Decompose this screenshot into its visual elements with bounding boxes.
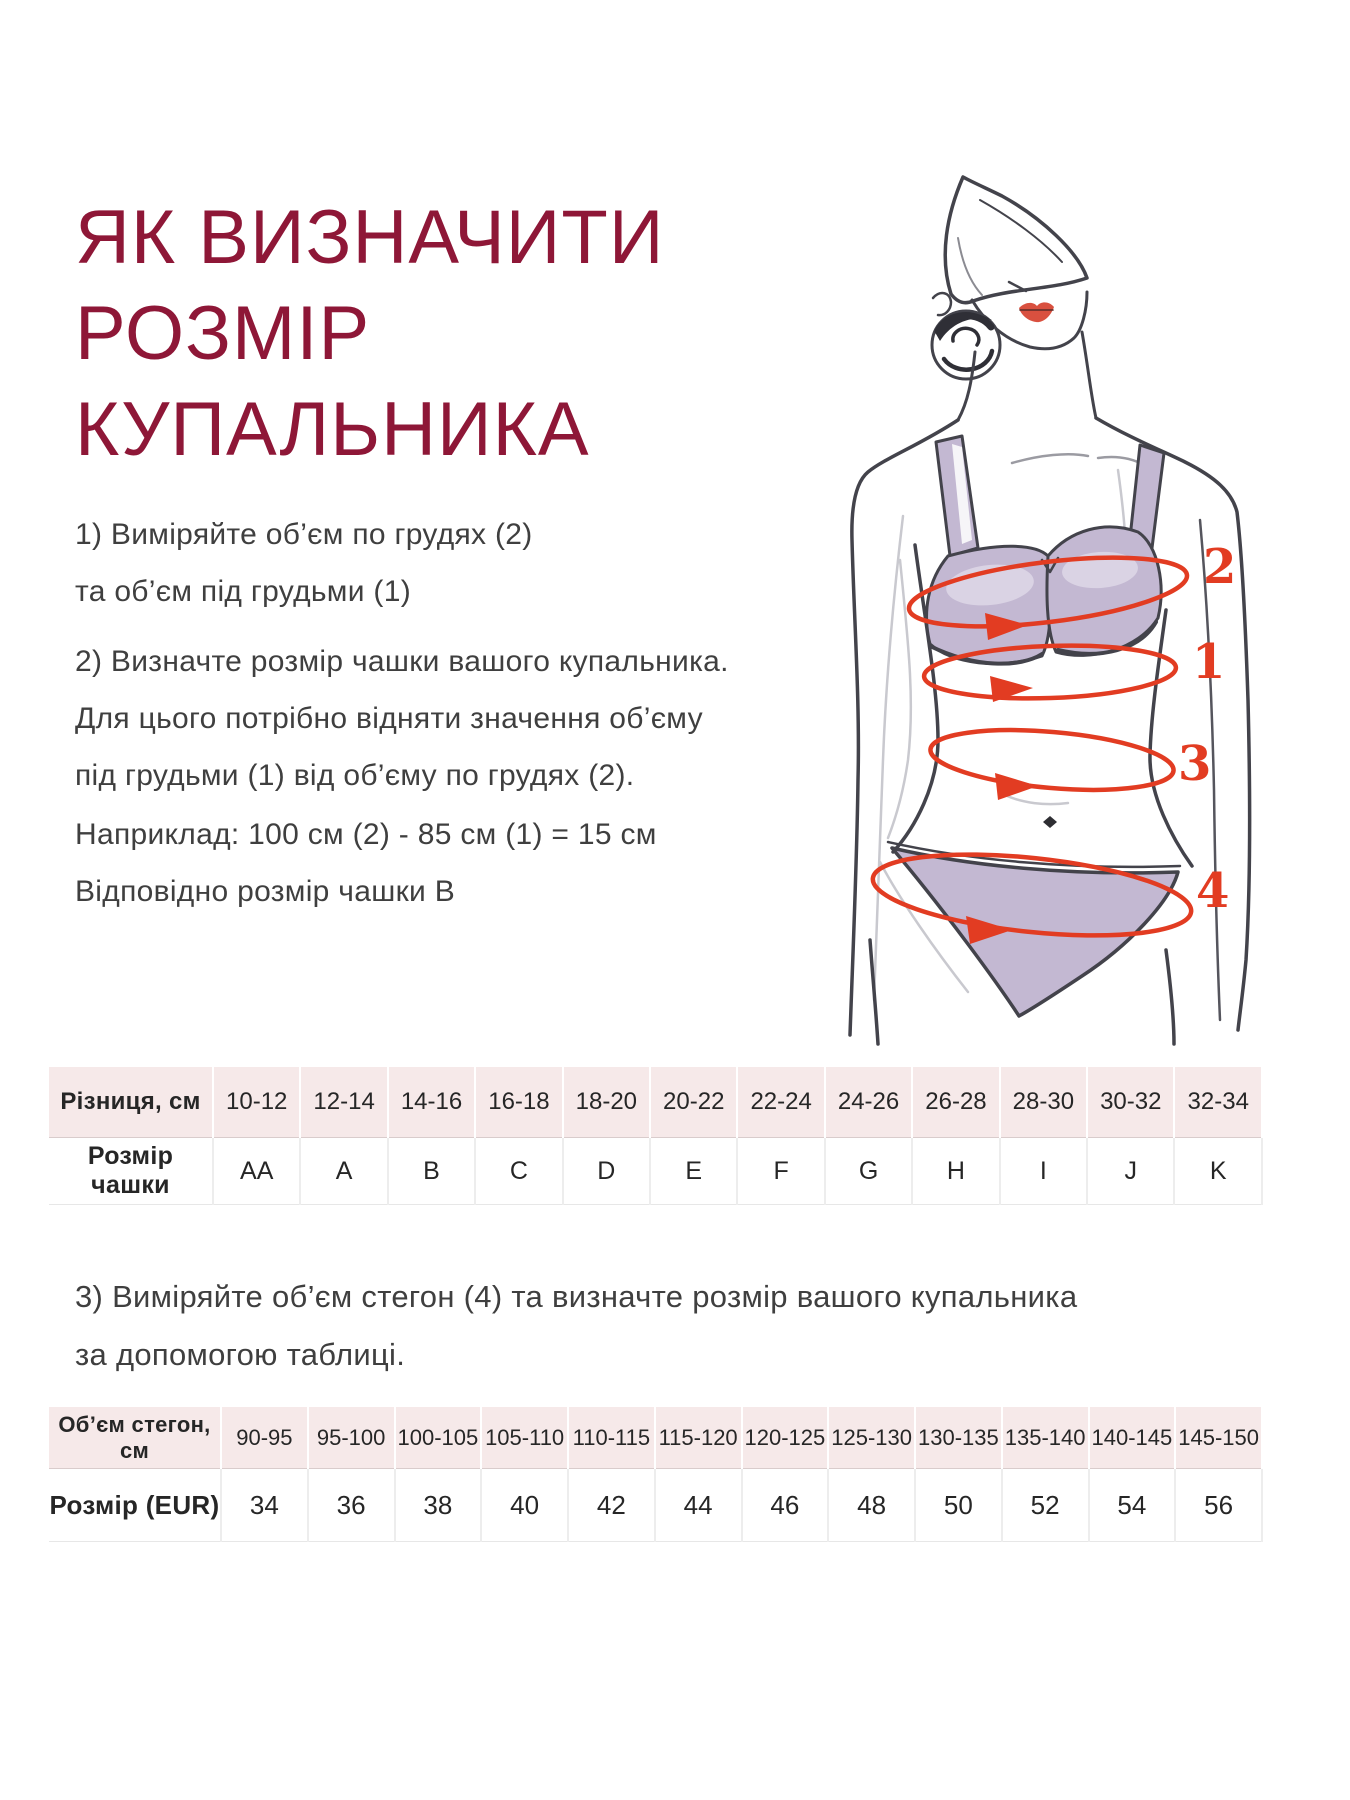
measurement-loop-waist [928,721,1176,798]
hip-range-cell: 130-135 [915,1407,1002,1469]
example-line-1: Наприклад: 100 см (2) - 85 см (1) = 15 см [75,818,657,851]
cup-range-cell: 18-20 [563,1067,650,1138]
cup-value-cell: D [563,1138,650,1205]
eur-table-header-row [49,1407,1262,1469]
cup-range-cell: 16-18 [475,1067,562,1138]
figure-hair [945,177,1087,303]
left-arm-line [850,420,958,1035]
cup-range-cell: 30-32 [1087,1067,1174,1138]
page-title-line-1: ЯК ВИЗНАЧИТИ [75,195,665,280]
page-title-line-2: РОЗМІР [75,291,371,376]
right-leg-line [1166,950,1174,1044]
cup-value-cell: B [388,1138,475,1205]
step2-line-3: під грудьми (1) від об’єму по грудях (2). [75,759,635,792]
eur-size-table [49,1407,1263,1542]
hip-range-cell: 135-140 [1002,1407,1089,1469]
navel-mark [1043,816,1057,828]
cup-value-cell: H [912,1138,999,1205]
cup-range-cell: 24-26 [825,1067,912,1138]
cup-table-row2-label: Розмір чашки [49,1138,213,1205]
cup-table-header-row [49,1067,1262,1138]
lips [1019,302,1054,322]
cup-range-cell: 26-28 [912,1067,999,1138]
cup-value-cell: G [825,1138,912,1205]
eur-size-cell: 54 [1089,1469,1176,1542]
cup-value-cell: E [650,1138,737,1205]
eur-table-row2-label: Розмір (EUR) [49,1469,221,1542]
step3-instructions [75,1268,1077,1384]
waist-arrowhead [995,773,1038,800]
eur-size-cell: 52 [1002,1469,1089,1542]
eur-size-cell: 40 [481,1469,568,1542]
ear-line [933,293,951,315]
hip-range-cell: 145-150 [1175,1407,1262,1469]
cup-value-cell: J [1087,1138,1174,1205]
hip-range-cell: 105-110 [481,1407,568,1469]
cup-value-cell: C [475,1138,562,1205]
hip-range-cell: 140-145 [1089,1407,1176,1469]
cup-value-cell: AA [213,1138,300,1205]
hip-range-cell: 125-130 [828,1407,915,1469]
cup-table-value-row [49,1138,1262,1205]
cup-range-cell: 12-14 [300,1067,387,1138]
cup-range-cell: 20-22 [650,1067,737,1138]
page-title-line-3: КУПАЛЬНИКА [75,387,590,472]
hip-range-cell: 100-105 [395,1407,482,1469]
cup-value-cell: F [737,1138,824,1205]
example-line-2: Відповідно розмір чашки B [75,875,456,908]
eur-size-cell: 46 [742,1469,829,1542]
hip-range-cell: 115-120 [655,1407,742,1469]
eur-size-cell: 56 [1175,1469,1262,1542]
hip-range-cell: 95-100 [308,1407,395,1469]
hip-range-cell: 90-95 [221,1407,308,1469]
figure-bra [927,436,1164,664]
step3-line-1: 3) Виміряйте об’єм стегон (4) та визначте розмір вашого купальника [75,1279,1078,1314]
cup-value-cell: K [1174,1138,1262,1205]
step2-line-2: Для цього потрібно відняти значення об’єму [75,702,703,735]
cup-range-cell: 32-34 [1174,1067,1262,1138]
eur-table-row1-label: Об’єм стегон, см [49,1407,221,1469]
measurement-marker-labels [1178,539,1236,919]
cup-range-cell: 14-16 [388,1067,475,1138]
cup-value-cell: I [1000,1138,1087,1205]
hip-range-cell: 110-115 [568,1407,655,1469]
eur-size-cell: 44 [655,1469,742,1542]
figure-panty [888,842,1180,1016]
step2-line-1: 2) Визначте розмір чашки вашого купальника. [75,645,729,678]
marker-label-underbust: 1 [1192,634,1226,690]
cup-range-cell: 22-24 [737,1067,824,1138]
eur-size-cell: 36 [308,1469,395,1542]
step1-line-2: та об’єм під грудьми (1) [75,575,411,608]
step3-line-2: за допомогою таблиці. [75,1337,406,1372]
cup-range-cell: 28-30 [1000,1067,1087,1138]
step1-line-1: 1) Виміряйте об’єм по грудях (2) [75,518,533,551]
marker-label-waist: 3 [1178,736,1212,792]
eur-size-cell: 34 [221,1469,308,1542]
cup-size-table [49,1067,1263,1205]
eur-table-value-row [49,1469,1262,1542]
figure-hair-bun [932,311,1000,379]
eur-size-cell: 50 [915,1469,1002,1542]
eur-size-cell: 38 [395,1469,482,1542]
cup-value-cell: A [300,1138,387,1205]
eur-size-cell: 42 [568,1469,655,1542]
cup-range-cell: 10-12 [213,1067,300,1138]
marker-label-bust: 2 [1203,539,1237,595]
eur-size-cell: 48 [828,1469,915,1542]
cup-table-row1-label: Різниця, см [49,1067,213,1138]
marker-label-hips: 4 [1196,863,1230,919]
hip-range-cell: 120-125 [742,1407,829,1469]
